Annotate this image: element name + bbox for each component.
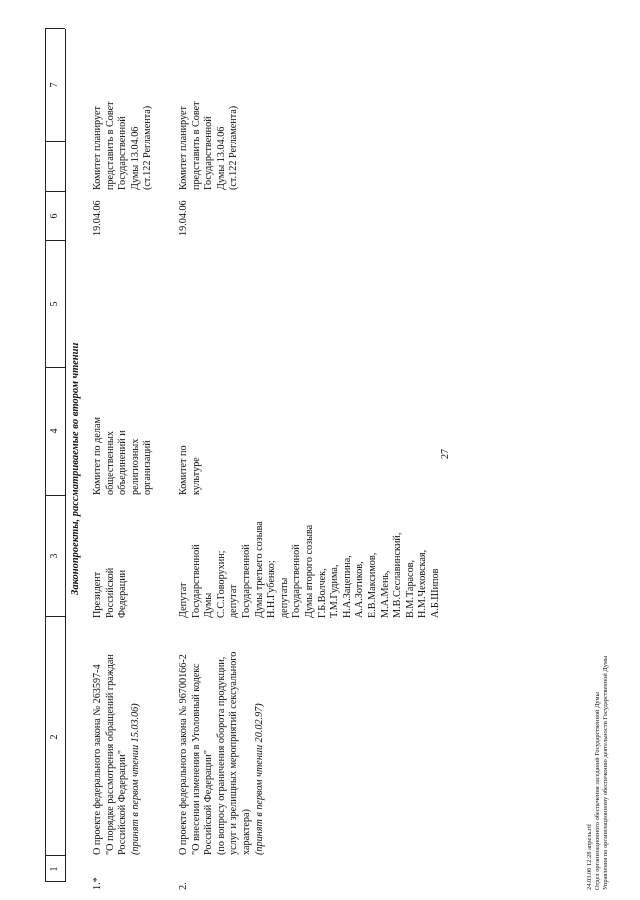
row-1-bill-title: О проекте федерального закона № 263597-4 "О порядке рассмотрения обращений граждан Российской Федерации" (принят в первом чтении 15.03.06)	[92, 654, 141, 855]
table-top-border	[45, 29, 46, 882]
row-1-date: 19.04.06	[92, 200, 103, 236]
table-header-bottom-border	[65, 29, 66, 882]
col-divider	[45, 28, 65, 29]
column-number-5: 5	[49, 301, 60, 307]
row-2-bill-title: О проекте федерального закона № 96700166-2 "О внесении изменения в Уголовный кодекс Российской Федерации" (по вопросу ограничения оборота продукции, услуг и зрелищных мероприятий сексуального характера) (принят в первом чтении 20.02.97)	[178, 651, 265, 855]
row-2-author: Депутат Государственной Думы С.С.Говорухин; депутат Государственной Думы третьего созыва Н.Н.Губенко; депутаты Государственной Думы второго созыва Г.Б.Волчек, Т.М.Гудима, Н.А.Зацепина, А.А.Зотиков, Е.В.Максимов, М.А.Мень, М.В.Сеславинский, В.М.Тарасов, Н.М.Чеховская, А.Б.Шипов	[178, 521, 441, 618]
col-divider	[45, 881, 65, 882]
row-2-date: 19.04.06	[178, 200, 189, 236]
row-1-committee: Комитет по делам общественных объединений и религиозных организаций	[92, 417, 154, 495]
column-number-4: 4	[49, 428, 60, 434]
col-divider	[45, 495, 65, 496]
col-divider	[45, 240, 65, 241]
column-number-2: 2	[49, 734, 60, 740]
row-1-author: Президент Российской Федерации	[92, 567, 129, 618]
row-1-bill-note: (принят в первом чтении 15.03.06)	[129, 703, 141, 855]
row-2-number: 2.	[178, 882, 189, 890]
document-footer: 24.03.06 12:28 апрель.rtf Отдел организационного обеспечения заседаний Государственной Думы Управления по организационному обеспечению деятельности Государственной Думы	[586, 655, 609, 890]
row-2-bill-note: (принят в первом чтении 20.02.97)	[253, 703, 265, 855]
column-number-7: 7	[49, 82, 60, 88]
row-1-remark: Комитет планирует представить в Совет Государственной Думы 13.04.06 (ст.122 Регламента)	[92, 101, 154, 190]
column-number-1: 1	[49, 866, 60, 872]
row-2-remark: Комитет планирует представить в Совет Государственной Думы 13.04.06 (ст.122 Регламента)	[178, 101, 240, 190]
col-divider	[45, 191, 65, 192]
row-1-number: 1.*	[92, 877, 103, 890]
col-divider	[45, 141, 65, 142]
col-divider	[45, 367, 65, 368]
col-divider	[45, 855, 65, 856]
column-number-3: 3	[49, 553, 60, 559]
column-number-6: 6	[49, 213, 60, 219]
section-title: Законопроекты, рассматриваемые во втором чтении	[70, 342, 81, 595]
page-number: 27	[440, 449, 451, 459]
col-divider	[45, 616, 65, 617]
row-2-committee: Комитет по культуре	[178, 445, 202, 495]
